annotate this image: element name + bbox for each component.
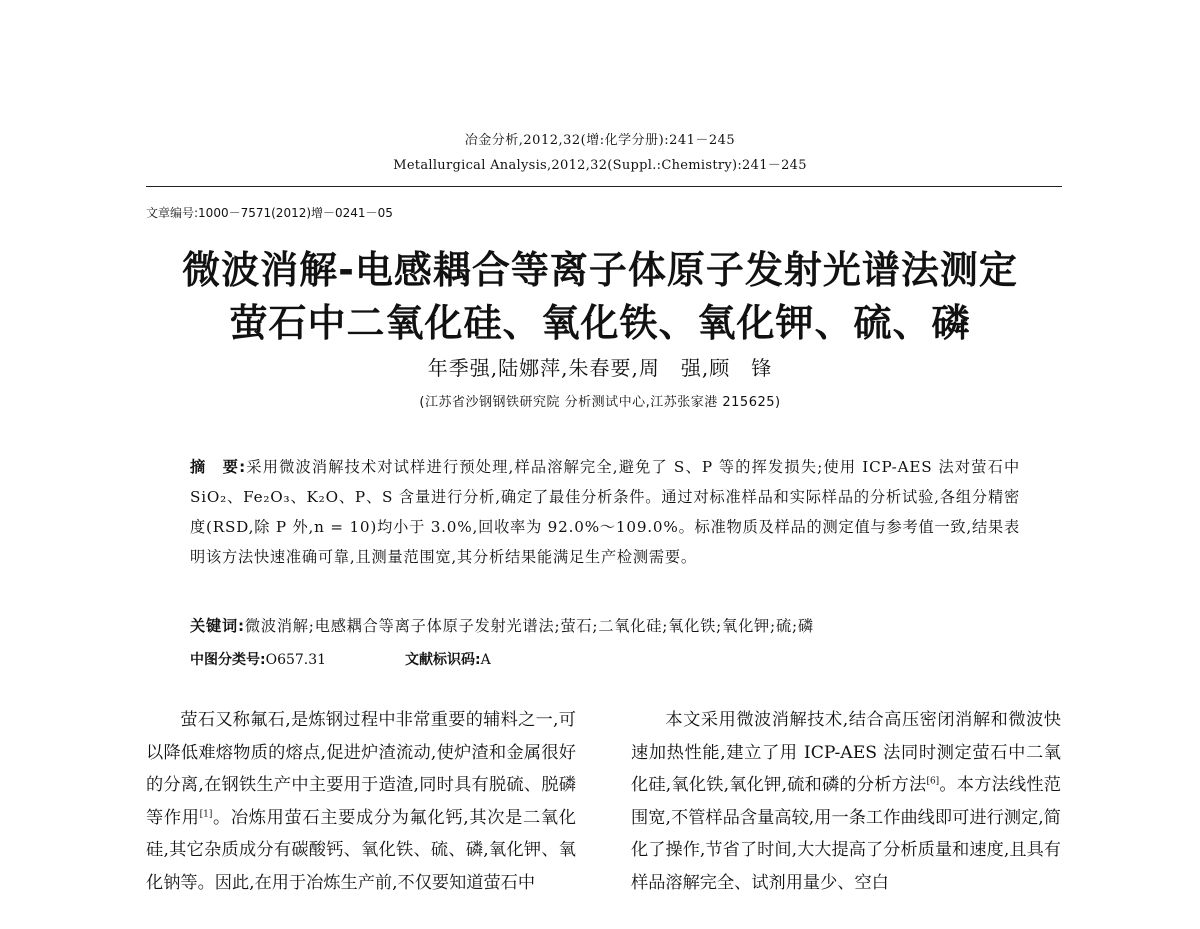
body-right-text: 本文采用微波消解技术,结合高压密闭消解和微波快速加热性能,建立了用 ICP-AES 法同时测定萤石中二氧化硅,氧化铁,氧化钾,硫和磷的分析方法	[631, 710, 1061, 795]
doc-code-value: A	[480, 652, 491, 668]
journal-header-en: Metallurgical Analysis,2012,32(Suppl.:Chemistry):241－245	[393, 158, 807, 173]
journal-header-cn: 冶金分析,2012,32(增:化学分册):241－245	[464, 133, 736, 148]
header-rule	[146, 186, 1062, 187]
authors: 年季强,陆娜萍,朱春要,周 强,顾 锋	[427, 356, 773, 380]
body-right-text-2: 。本方法线性范围宽,不管样品含量高较,用一条工作曲线即可进行测定,简化了操作,节省了时间,大大提高了分析质量和速度,且具有样品溶解完全、试剂用量少、空白	[631, 775, 1061, 893]
keywords-label: 关键词:	[190, 617, 245, 635]
title-line-1: 微波消解-电感耦合等离子体原子发射光谱法测定	[182, 248, 1018, 292]
body-right-column	[631, 704, 1061, 899]
reference-6[interactable]: [6]	[926, 776, 940, 787]
classification	[190, 645, 491, 675]
affiliation: (江苏省沙钢钢铁研究院 分析测试中心,江苏张家港 215625)	[419, 395, 781, 410]
abstract-text: 采用微波消解技术对试样进行预处理,样品溶解完全,避免了 S、P 等的挥发损失;使用 ICP-AES 法对萤石中 SiO₂、Fe₂O₃、K₂O、P、S 含量进行分析,确定了最佳分析条件。通过对标准样品和实际样品的分析试验,各组分精密度(RSD,除 P 外,n = 10)均小于 3.0%,回收率为 92.0%～109.0%。标准物质及样品的测定值与参考值一致,结果表明该方法快速准确可靠,且测量范围宽,其分析结果能满足生产检测需要。	[190, 458, 1020, 566]
keywords-text: 微波消解;电感耦合等离子体原子发射光谱法;萤石;二氧化硅;氧化铁;氧化钾;硫;磷	[244, 617, 814, 635]
clc-label: 中图分类号:	[190, 652, 266, 668]
reference-1[interactable]: [1]	[199, 808, 213, 819]
title-line-2: 萤石中二氧化硅、氧化铁、氧化钾、硫、磷	[229, 301, 971, 345]
clc-value: O657.31	[265, 652, 327, 668]
doc-code-label: 文献标识码:	[404, 652, 481, 668]
keywords	[190, 611, 1020, 641]
body-left-text: 萤石又称氟石,是炼钢过程中非常重要的辅料之一,可以降低难熔物质的熔点,促进炉渣流动,使炉渣和金属很好的分离,在钢铁生产中主要用于造渣,同时具有脱硫、脱磷等作用	[146, 710, 576, 828]
abstract	[190, 452, 1020, 572]
abstract-label: 摘 要:	[190, 458, 247, 476]
body-left-column	[146, 704, 576, 899]
article-number: 文章编号:1000－7571(2012)增－0241－05	[146, 206, 393, 220]
body-left-text-2: 。冶炼用萤石主要成分为氟化钙,其次是二氧化硅,其它杂质成分有碳酸钙、氧化铁、硫、磷,氧化钾、氧化钠等。因此,在用于冶炼生产前,不仅要知道萤石中	[146, 807, 576, 893]
